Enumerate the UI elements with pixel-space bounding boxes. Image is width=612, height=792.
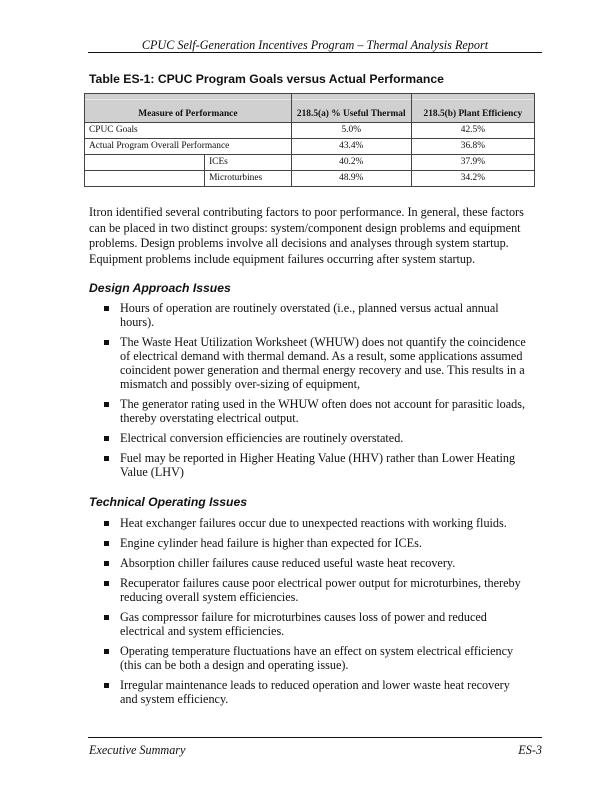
list-item-text: Irregular maintenance leads to reduced operation and lower waste heat recovery and system efficiency. — [120, 678, 510, 706]
list-item — [0, 678, 530, 706]
bullet-icon — [104, 541, 109, 546]
footer-page-number: ES-3 — [518, 743, 542, 757]
list-item-text: Fuel may be reported in Higher Heating Value (HHV) rather than Lower Heating Value (LHV) — [120, 451, 516, 479]
technical-issues-list — [0, 516, 612, 712]
useful-thermal-value: 5.0% — [291, 123, 411, 139]
list-item-text: Operating temperature fluctuations have an effect on system electrical efficiency (this can be both a design and operating issue). — [120, 644, 514, 672]
row-sublabel: ICEs — [205, 155, 292, 171]
bullet-icon — [104, 561, 109, 566]
list-item — [0, 301, 530, 329]
table-caption: Table ES-1: CPUC Program Goals versus Actual Performance — [89, 72, 444, 86]
bullet-icon — [104, 436, 109, 441]
useful-thermal-value: 43.4% — [291, 139, 411, 155]
useful-thermal-value: 48.9% — [291, 171, 411, 187]
column-header-measure: Measure of Performance — [85, 94, 292, 123]
useful-thermal-value: 40.2% — [291, 155, 411, 171]
table-row — [85, 155, 535, 171]
bullet-icon — [104, 340, 109, 345]
plant-efficiency-value: 36.8% — [411, 139, 534, 155]
running-header: CPUC Self-Generation Incentives Program – Thermal Analysis Report — [141, 38, 489, 52]
list-item — [0, 556, 530, 570]
design-issues-list — [0, 301, 612, 485]
list-item-text: Absorption chiller failures cause reduced useful waste heat recovery. — [120, 556, 456, 570]
section-heading-technical: Technical Operating Issues — [89, 495, 248, 509]
list-item-text: Heat exchanger failures occur due to unexpected reactions with working fluids. — [120, 516, 507, 530]
list-item — [0, 451, 530, 479]
list-item — [0, 397, 530, 425]
table-row — [85, 123, 535, 139]
list-item-text: The Waste Heat Utilization Worksheet (WHUW) does not quantify the coincidence of electrical demand with thermal demand. As a result, some applications assumed coincident power generation and thermal energy recovery and use. This results in a mismatch and possibly over-sizing of equipment, — [120, 335, 526, 391]
footer-rule — [88, 737, 542, 738]
bullet-icon — [104, 683, 109, 688]
list-item — [0, 610, 530, 638]
bullet-icon — [104, 521, 109, 526]
header-rule — [88, 52, 542, 53]
column-header-plant-efficiency: 218.5(b) Plant Efficiency — [411, 94, 534, 123]
bullet-icon — [104, 456, 109, 461]
plant-efficiency-value: 37.9% — [411, 155, 534, 171]
row-label: CPUC Goals — [85, 123, 292, 139]
row-sublabel: Microturbines — [205, 171, 292, 187]
performance-table — [84, 93, 535, 187]
bullet-icon — [104, 649, 109, 654]
list-item-text: Recuperator failures cause poor electrical power output for microturbines, thereby reducing overall system efficiencies. — [120, 576, 521, 604]
bullet-icon — [104, 615, 109, 620]
bullet-icon — [104, 306, 109, 311]
plant-efficiency-value: 42.5% — [411, 123, 534, 139]
list-item — [0, 644, 530, 672]
list-item — [0, 335, 530, 391]
list-item — [0, 536, 530, 550]
table-row — [85, 139, 535, 155]
footer-section-name: Executive Summary — [89, 743, 186, 757]
list-item-text: Electrical conversion efficiencies are routinely overstated. — [120, 431, 404, 445]
section-heading-design: Design Approach Issues — [89, 281, 231, 295]
list-item-text: Hours of operation are routinely overstated (i.e., planned versus actual annual hours). — [120, 301, 499, 329]
bullet-icon — [104, 581, 109, 586]
bullet-icon — [104, 402, 109, 407]
list-item — [0, 516, 530, 530]
table-header-row — [85, 94, 535, 123]
list-item-text: Gas compressor failure for microturbines causes loss of power and reduced electrical and system efficiencies. — [120, 610, 487, 638]
intro-paragraph: Itron identified several contributing factors to poor performance. In general, these factors can be placed in two distinct groups: system/component design problems and equipment problems. Design problems involve all decisions and analyses through system startup. Equipment problems include equipment failures occurring after system startup. — [89, 205, 524, 267]
column-header-useful-thermal: 218.5(a) % Useful Thermal — [291, 94, 411, 123]
row-label: Actual Program Overall Performance — [85, 139, 292, 155]
table-row — [85, 171, 535, 187]
row-label — [85, 155, 205, 171]
list-item — [0, 576, 530, 604]
list-item-text: The generator rating used in the WHUW often does not account for parasitic loads, thereby overstating electrical output. — [120, 397, 525, 425]
plant-efficiency-value: 34.2% — [411, 171, 534, 187]
list-item — [0, 431, 530, 445]
row-label — [85, 171, 205, 187]
list-item-text: Engine cylinder head failure is higher than expected for ICEs. — [120, 536, 422, 550]
